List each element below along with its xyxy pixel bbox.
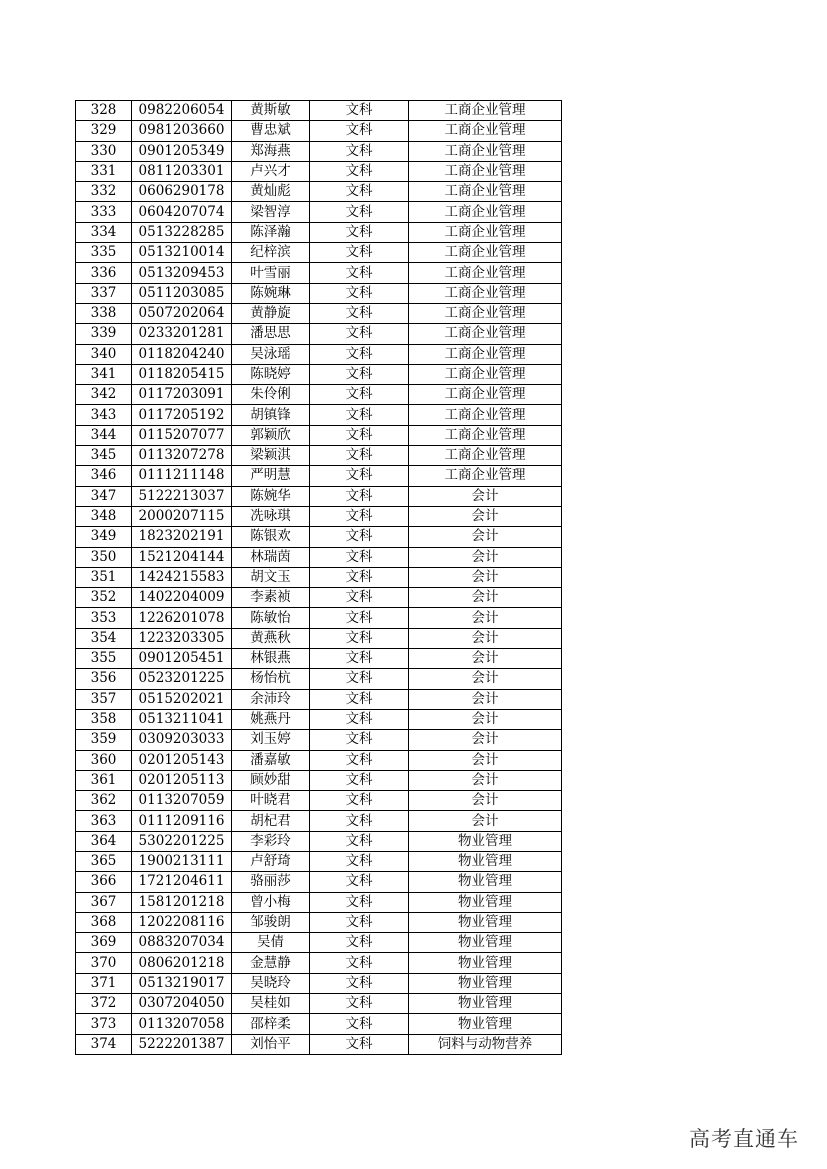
category-cell: 文科 — [310, 933, 409, 953]
major-cell: 会计 — [409, 486, 562, 506]
table-row — [76, 933, 562, 953]
row-number-cell: 354 — [76, 628, 132, 648]
major-cell: 物业管理 — [409, 973, 562, 993]
table-row — [76, 283, 562, 303]
category-cell: 文科 — [310, 994, 409, 1014]
row-number-cell: 372 — [76, 994, 132, 1014]
row-number-cell: 373 — [76, 1014, 132, 1034]
row-number-cell: 346 — [76, 466, 132, 486]
row-number-cell: 365 — [76, 851, 132, 871]
student-name-cell: 邵梓柔 — [232, 1014, 310, 1034]
table-row — [76, 1034, 562, 1054]
row-number-cell: 333 — [76, 202, 132, 222]
category-cell: 文科 — [310, 649, 409, 669]
student-name-cell: 陈银欢 — [232, 527, 310, 547]
major-cell: 物业管理 — [409, 892, 562, 912]
category-cell: 文科 — [310, 527, 409, 547]
table-row — [76, 121, 562, 141]
student-id-cell: 0233201281 — [132, 324, 232, 344]
major-cell: 会计 — [409, 791, 562, 811]
row-number-cell: 331 — [76, 161, 132, 181]
table-row — [76, 872, 562, 892]
table-row — [76, 385, 562, 405]
student-id-cell: 0811203301 — [132, 161, 232, 181]
major-cell: 物业管理 — [409, 953, 562, 973]
student-id-cell: 0117205192 — [132, 405, 232, 425]
table-row — [76, 912, 562, 932]
major-cell: 工商企业管理 — [409, 182, 562, 202]
student-id-cell: 1223203305 — [132, 628, 232, 648]
table-row — [76, 486, 562, 506]
table-row — [76, 994, 562, 1014]
major-cell: 工商企业管理 — [409, 202, 562, 222]
student-id-cell: 0981203660 — [132, 121, 232, 141]
major-cell: 工商企业管理 — [409, 425, 562, 445]
category-cell: 文科 — [310, 892, 409, 912]
student-name-cell: 胡镇锋 — [232, 405, 310, 425]
student-name-cell: 胡文玉 — [232, 567, 310, 587]
category-cell: 文科 — [310, 567, 409, 587]
student-name-cell: 潘嘉敏 — [232, 750, 310, 770]
student-id-cell: 0513209453 — [132, 263, 232, 283]
category-cell: 文科 — [310, 872, 409, 892]
table-row — [76, 364, 562, 384]
category-cell: 文科 — [310, 1014, 409, 1034]
category-cell: 文科 — [310, 405, 409, 425]
student-id-cell: 0201205113 — [132, 770, 232, 790]
student-name-cell: 陈晓婷 — [232, 364, 310, 384]
student-name-cell: 金慧静 — [232, 953, 310, 973]
student-id-cell: 0115207077 — [132, 425, 232, 445]
row-number-cell: 343 — [76, 405, 132, 425]
table-row — [76, 811, 562, 831]
category-cell: 文科 — [310, 263, 409, 283]
student-name-cell: 卢舒琦 — [232, 851, 310, 871]
major-cell: 工商企业管理 — [409, 243, 562, 263]
row-number-cell: 370 — [76, 953, 132, 973]
row-number-cell: 344 — [76, 425, 132, 445]
student-table — [75, 100, 562, 1055]
row-number-cell: 340 — [76, 344, 132, 364]
category-cell: 文科 — [310, 689, 409, 709]
row-number-cell: 351 — [76, 567, 132, 587]
student-id-cell: 1900213111 — [132, 851, 232, 871]
student-name-cell: 陈泽瀚 — [232, 222, 310, 242]
category-cell: 文科 — [310, 364, 409, 384]
table-row — [76, 547, 562, 567]
row-number-cell: 367 — [76, 892, 132, 912]
category-cell: 文科 — [310, 953, 409, 973]
major-cell: 工商企业管理 — [409, 344, 562, 364]
row-number-cell: 360 — [76, 750, 132, 770]
student-name-cell: 黄灿彪 — [232, 182, 310, 202]
major-cell: 物业管理 — [409, 1014, 562, 1034]
major-cell: 工商企业管理 — [409, 364, 562, 384]
student-name-cell: 陈敏怡 — [232, 608, 310, 628]
category-cell: 文科 — [310, 202, 409, 222]
table-row — [76, 567, 562, 587]
student-name-cell: 胡杞君 — [232, 811, 310, 831]
category-cell: 文科 — [310, 101, 409, 121]
student-id-cell: 5222201387 — [132, 1034, 232, 1054]
student-name-cell: 梁颖淇 — [232, 446, 310, 466]
major-cell: 饲料与动物营养 — [409, 1034, 562, 1054]
row-number-cell: 368 — [76, 912, 132, 932]
student-id-cell: 1823202191 — [132, 527, 232, 547]
row-number-cell: 362 — [76, 791, 132, 811]
major-cell: 工商企业管理 — [409, 222, 562, 242]
student-name-cell: 邹骏朗 — [232, 912, 310, 932]
student-name-cell: 叶雪丽 — [232, 263, 310, 283]
category-cell: 文科 — [310, 182, 409, 202]
table-row — [76, 770, 562, 790]
student-name-cell: 吴晓玲 — [232, 973, 310, 993]
category-cell: 文科 — [310, 770, 409, 790]
student-id-cell: 5302201225 — [132, 831, 232, 851]
table-row — [76, 446, 562, 466]
student-id-cell: 0511203085 — [132, 283, 232, 303]
student-id-cell: 1424215583 — [132, 567, 232, 587]
student-id-cell: 1226201078 — [132, 608, 232, 628]
watermark-text: 高考直通车 — [689, 1127, 799, 1151]
row-number-cell: 345 — [76, 446, 132, 466]
student-id-cell: 0111211148 — [132, 466, 232, 486]
student-name-cell: 严明慧 — [232, 466, 310, 486]
major-cell: 物业管理 — [409, 933, 562, 953]
major-cell: 会计 — [409, 649, 562, 669]
table-row — [76, 466, 562, 486]
row-number-cell: 339 — [76, 324, 132, 344]
student-name-cell: 郑海燕 — [232, 141, 310, 161]
row-number-cell: 364 — [76, 831, 132, 851]
major-cell: 会计 — [409, 506, 562, 526]
table-row — [76, 425, 562, 445]
student-name-cell: 刘玉婷 — [232, 730, 310, 750]
category-cell: 文科 — [310, 791, 409, 811]
major-cell: 物业管理 — [409, 851, 562, 871]
row-number-cell: 336 — [76, 263, 132, 283]
student-name-cell: 曾小梅 — [232, 892, 310, 912]
student-table-body — [76, 101, 562, 1055]
student-name-cell: 吴泳瑶 — [232, 344, 310, 364]
student-id-cell: 0117203091 — [132, 385, 232, 405]
category-cell: 文科 — [310, 446, 409, 466]
table-row — [76, 649, 562, 669]
category-cell: 文科 — [310, 121, 409, 141]
row-number-cell: 337 — [76, 283, 132, 303]
student-id-cell: 0883207034 — [132, 933, 232, 953]
student-name-cell: 陈婉琳 — [232, 283, 310, 303]
major-cell: 会计 — [409, 730, 562, 750]
row-number-cell: 357 — [76, 689, 132, 709]
table-row — [76, 709, 562, 729]
student-id-cell: 0806201218 — [132, 953, 232, 973]
table-row — [76, 344, 562, 364]
category-cell: 文科 — [310, 912, 409, 932]
category-cell: 文科 — [310, 608, 409, 628]
table-row — [76, 953, 562, 973]
student-id-cell: 1721204611 — [132, 872, 232, 892]
table-row — [76, 750, 562, 770]
student-id-cell: 0513219017 — [132, 973, 232, 993]
row-number-cell: 342 — [76, 385, 132, 405]
category-cell: 文科 — [310, 730, 409, 750]
category-cell: 文科 — [310, 669, 409, 689]
major-cell: 工商企业管理 — [409, 446, 562, 466]
row-number-cell: 347 — [76, 486, 132, 506]
student-name-cell: 吴桂如 — [232, 994, 310, 1014]
row-number-cell: 350 — [76, 547, 132, 567]
row-number-cell: 329 — [76, 121, 132, 141]
table-row — [76, 527, 562, 547]
category-cell: 文科 — [310, 222, 409, 242]
major-cell: 物业管理 — [409, 994, 562, 1014]
major-cell: 工商企业管理 — [409, 324, 562, 344]
student-id-cell: 0113207059 — [132, 791, 232, 811]
table-row — [76, 831, 562, 851]
student-id-cell: 0118204240 — [132, 344, 232, 364]
table-row — [76, 222, 562, 242]
student-name-cell: 李素祯 — [232, 588, 310, 608]
category-cell: 文科 — [310, 973, 409, 993]
row-number-cell: 366 — [76, 872, 132, 892]
table-row — [76, 141, 562, 161]
table-row — [76, 730, 562, 750]
table-row — [76, 973, 562, 993]
row-number-cell: 341 — [76, 364, 132, 384]
table-row — [76, 608, 562, 628]
student-name-cell: 顾妙甜 — [232, 770, 310, 790]
category-cell: 文科 — [310, 283, 409, 303]
major-cell: 工商企业管理 — [409, 161, 562, 181]
student-id-cell: 5122213037 — [132, 486, 232, 506]
category-cell: 文科 — [310, 709, 409, 729]
category-cell: 文科 — [310, 547, 409, 567]
student-id-cell: 1402204009 — [132, 588, 232, 608]
student-name-cell: 叶晓君 — [232, 791, 310, 811]
student-id-cell: 0201205143 — [132, 750, 232, 770]
category-cell: 文科 — [310, 324, 409, 344]
student-name-cell: 姚燕丹 — [232, 709, 310, 729]
table-row — [76, 588, 562, 608]
category-cell: 文科 — [310, 425, 409, 445]
student-id-cell: 0309203033 — [132, 730, 232, 750]
major-cell: 工商企业管理 — [409, 405, 562, 425]
row-number-cell: 338 — [76, 303, 132, 323]
category-cell: 文科 — [310, 811, 409, 831]
category-cell: 文科 — [310, 141, 409, 161]
table-row — [76, 892, 562, 912]
table-row — [76, 303, 562, 323]
table-row — [76, 791, 562, 811]
student-id-cell: 1581201218 — [132, 892, 232, 912]
student-id-cell: 0901205349 — [132, 141, 232, 161]
category-cell: 文科 — [310, 831, 409, 851]
row-number-cell: 353 — [76, 608, 132, 628]
category-cell: 文科 — [310, 851, 409, 871]
category-cell: 文科 — [310, 303, 409, 323]
student-id-cell: 0307204050 — [132, 994, 232, 1014]
major-cell: 会计 — [409, 709, 562, 729]
student-name-cell: 黄斯敏 — [232, 101, 310, 121]
student-id-cell: 0113207058 — [132, 1014, 232, 1034]
student-id-cell: 0113207278 — [132, 446, 232, 466]
table-row — [76, 243, 562, 263]
student-name-cell: 余沛玲 — [232, 689, 310, 709]
table-row — [76, 1014, 562, 1034]
row-number-cell: 335 — [76, 243, 132, 263]
major-cell: 会计 — [409, 567, 562, 587]
row-number-cell: 352 — [76, 588, 132, 608]
table-row — [76, 669, 562, 689]
category-cell: 文科 — [310, 385, 409, 405]
student-id-cell: 0515202021 — [132, 689, 232, 709]
major-cell: 会计 — [409, 547, 562, 567]
student-name-cell: 卢兴才 — [232, 161, 310, 181]
category-cell: 文科 — [310, 161, 409, 181]
major-cell: 工商企业管理 — [409, 283, 562, 303]
table-row — [76, 101, 562, 121]
row-number-cell: 369 — [76, 933, 132, 953]
table-row — [76, 689, 562, 709]
row-number-cell: 358 — [76, 709, 132, 729]
row-number-cell: 371 — [76, 973, 132, 993]
category-cell: 文科 — [310, 243, 409, 263]
table-row — [76, 182, 562, 202]
major-cell: 工商企业管理 — [409, 101, 562, 121]
table-row — [76, 628, 562, 648]
category-cell: 文科 — [310, 486, 409, 506]
student-name-cell: 纪梓滨 — [232, 243, 310, 263]
student-id-cell: 0111209116 — [132, 811, 232, 831]
category-cell: 文科 — [310, 506, 409, 526]
category-cell: 文科 — [310, 466, 409, 486]
student-name-cell: 骆丽莎 — [232, 872, 310, 892]
student-id-cell: 0507202064 — [132, 303, 232, 323]
student-id-cell: 2000207115 — [132, 506, 232, 526]
student-name-cell: 杨怡杭 — [232, 669, 310, 689]
student-id-cell: 0118205415 — [132, 364, 232, 384]
row-number-cell: 349 — [76, 527, 132, 547]
student-id-cell: 0513210014 — [132, 243, 232, 263]
row-number-cell: 356 — [76, 669, 132, 689]
row-number-cell: 332 — [76, 182, 132, 202]
major-cell: 会计 — [409, 689, 562, 709]
category-cell: 文科 — [310, 344, 409, 364]
category-cell: 文科 — [310, 628, 409, 648]
major-cell: 物业管理 — [409, 831, 562, 851]
major-cell: 会计 — [409, 770, 562, 790]
student-name-cell: 曹忠斌 — [232, 121, 310, 141]
major-cell: 工商企业管理 — [409, 263, 562, 283]
student-name-cell: 黄静旋 — [232, 303, 310, 323]
row-number-cell: 374 — [76, 1034, 132, 1054]
row-number-cell: 361 — [76, 770, 132, 790]
student-name-cell: 潘思思 — [232, 324, 310, 344]
major-cell: 工商企业管理 — [409, 385, 562, 405]
student-id-cell: 0901205451 — [132, 649, 232, 669]
major-cell: 会计 — [409, 811, 562, 831]
category-cell: 文科 — [310, 750, 409, 770]
student-name-cell: 黄燕秋 — [232, 628, 310, 648]
row-number-cell: 355 — [76, 649, 132, 669]
major-cell: 工商企业管理 — [409, 303, 562, 323]
student-name-cell: 梁智淳 — [232, 202, 310, 222]
table-row — [76, 506, 562, 526]
student-name-cell: 郭颖欣 — [232, 425, 310, 445]
student-id-cell: 1521204144 — [132, 547, 232, 567]
student-name-cell: 冼咏琪 — [232, 506, 310, 526]
table-row — [76, 324, 562, 344]
major-cell: 会计 — [409, 608, 562, 628]
student-name-cell: 李彩玲 — [232, 831, 310, 851]
student-id-cell: 0604207074 — [132, 202, 232, 222]
row-number-cell: 328 — [76, 101, 132, 121]
major-cell: 工商企业管理 — [409, 141, 562, 161]
row-number-cell: 348 — [76, 506, 132, 526]
table-row — [76, 263, 562, 283]
row-number-cell: 330 — [76, 141, 132, 161]
major-cell: 会计 — [409, 669, 562, 689]
student-id-cell: 0513211041 — [132, 709, 232, 729]
major-cell: 会计 — [409, 628, 562, 648]
major-cell: 会计 — [409, 588, 562, 608]
major-cell: 物业管理 — [409, 912, 562, 932]
row-number-cell: 359 — [76, 730, 132, 750]
student-id-cell: 0513228285 — [132, 222, 232, 242]
row-number-cell: 363 — [76, 811, 132, 831]
category-cell: 文科 — [310, 588, 409, 608]
student-name-cell: 林银燕 — [232, 649, 310, 669]
row-number-cell: 334 — [76, 222, 132, 242]
student-id-cell: 1202208116 — [132, 912, 232, 932]
student-name-cell: 林瑞茵 — [232, 547, 310, 567]
major-cell: 工商企业管理 — [409, 121, 562, 141]
student-id-cell: 0982206054 — [132, 101, 232, 121]
student-name-cell: 陈婉华 — [232, 486, 310, 506]
student-id-cell: 0523201225 — [132, 669, 232, 689]
major-cell: 会计 — [409, 750, 562, 770]
major-cell: 物业管理 — [409, 872, 562, 892]
table-row — [76, 851, 562, 871]
major-cell: 会计 — [409, 527, 562, 547]
student-name-cell: 刘怡平 — [232, 1034, 310, 1054]
table-row — [76, 405, 562, 425]
category-cell: 文科 — [310, 1034, 409, 1054]
student-name-cell: 朱伶俐 — [232, 385, 310, 405]
student-name-cell: 吴倩 — [232, 933, 310, 953]
major-cell: 工商企业管理 — [409, 466, 562, 486]
table-row — [76, 161, 562, 181]
table-row — [76, 202, 562, 222]
student-id-cell: 0606290178 — [132, 182, 232, 202]
